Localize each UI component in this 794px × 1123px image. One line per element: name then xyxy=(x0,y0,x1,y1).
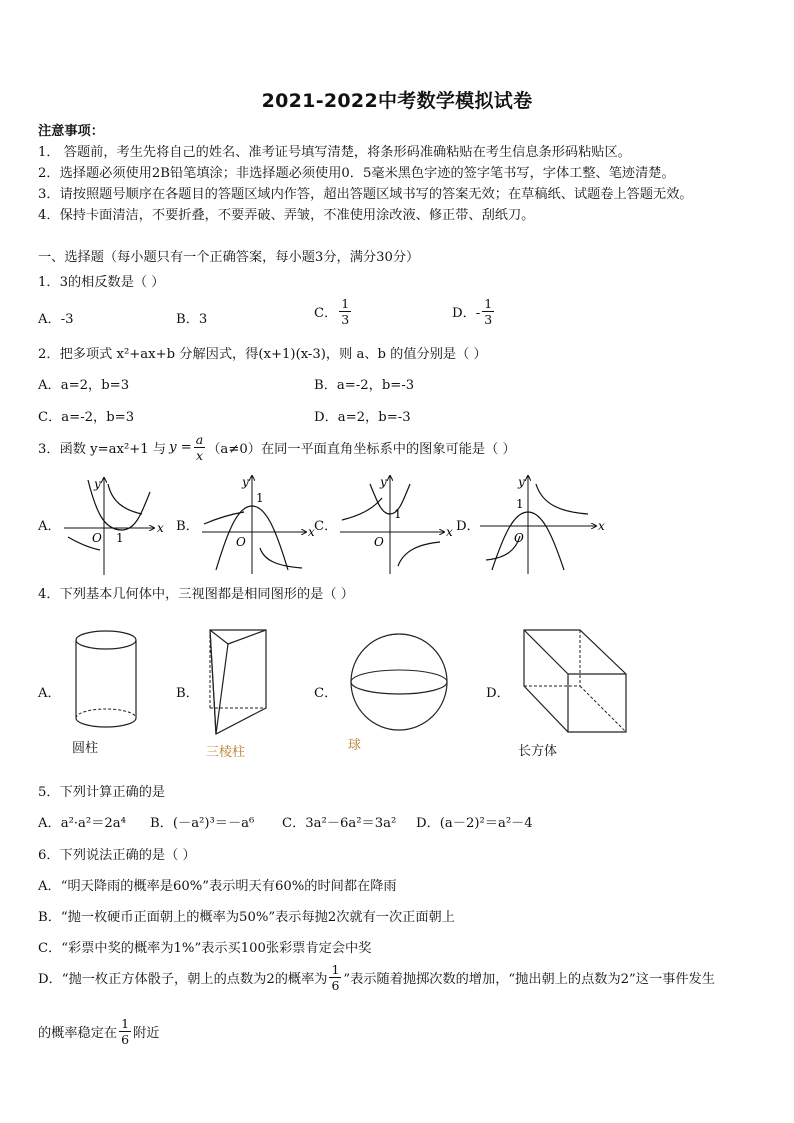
x-label: x xyxy=(308,525,315,539)
q6-d-den: 6 xyxy=(331,978,340,993)
y-label: y xyxy=(518,475,525,489)
q5-option-a: A．a²·a²＝2a⁴ xyxy=(38,816,126,831)
origin-label: O xyxy=(514,531,524,545)
q1-option-a: A．-3 xyxy=(38,312,74,327)
x-label: x xyxy=(446,525,453,539)
hyperbola-branch-right xyxy=(536,484,588,514)
q5-option-c: C．3a²－6a²＝3a² xyxy=(282,816,397,831)
q3-num: a xyxy=(195,432,204,447)
notice-item-2: 2．选择题必须使用2B铅笔填涂；非选择题必须使用0．5毫米黑色字迹的签字笔书写，字体工整、笔迹清楚。 xyxy=(38,166,675,181)
q2-option-b: B．a=-2，b=-3 xyxy=(314,378,415,393)
q2-option-d: D．a=2，b=-3 xyxy=(314,410,411,425)
q4-label-a: A． xyxy=(38,686,61,701)
caption-triangular-prism: 三棱柱 xyxy=(206,745,246,760)
x-label: x xyxy=(598,519,605,533)
notice-heading: 注意事项： xyxy=(38,124,104,139)
q4-label-c: C． xyxy=(314,686,338,701)
one-label: 1 xyxy=(516,497,524,511)
notice-item-3: 3．请按照题号顺序在各题目的答题区域内作答，超出答题区域书写的答案无效；在草稿纸、试题卷上答题无效。 xyxy=(38,187,693,202)
cylinder-figure xyxy=(70,628,142,734)
sphere-figure xyxy=(344,632,454,732)
q1-d-den: 3 xyxy=(484,312,493,327)
q4-stem: 4．下列基本几何体中，三视图都是相同图形的是（ ） xyxy=(38,587,354,602)
q3-stem-post: （a≠0）在同一平面直角坐标系中的图象可能是（ ） xyxy=(207,442,516,457)
cuboid-figure xyxy=(518,626,630,738)
q3-graph-d xyxy=(476,470,606,578)
q2-stem: 2．把多项式 x²+ax+b 分解因式，得(x+1)(x-3)，则 a、b 的值分别是（ ） xyxy=(38,347,487,362)
hyperbola-branch-right xyxy=(108,484,142,514)
q4-label-d: D． xyxy=(486,686,510,701)
q6-d2-fraction xyxy=(119,1016,131,1047)
q6-option-a: A．“明天降雨的概率是60%”表示明天有60%的时间都在降雨 xyxy=(38,879,397,894)
q3-label-a: A． xyxy=(38,519,61,534)
q5-option-d: D．(a－2)²＝a²－4 xyxy=(416,816,533,831)
q6-d2-den: 6 xyxy=(121,1032,130,1047)
q1-d-label: D．- xyxy=(452,306,481,321)
notice-item-1: 1． 答题前，考生先将自己的姓名、准考证号填写清楚，将条形码准确粘贴在考生信息条形码粘贴区。 xyxy=(38,145,631,160)
q2-option-c: C．a=-2，b=3 xyxy=(38,410,135,425)
y-label: y xyxy=(242,475,249,489)
q3-graph-b xyxy=(198,470,318,578)
origin-label: O xyxy=(374,535,384,549)
q6-d-post: ”表示随着抛掷次数的增加，“抛出朝上的点数为2”这一事件发生 xyxy=(343,972,715,987)
q6-option-c: C．“彩票中奖的概率为1%”表示买100张彩票肯定会中奖 xyxy=(38,941,372,956)
q6-d-pre: D．“抛一枚正方体骰子，朝上的点数为2的概率为 xyxy=(38,972,328,987)
one-label: 1 xyxy=(256,491,264,505)
q3-den: x xyxy=(195,448,204,463)
q1-c-fraction xyxy=(339,296,351,327)
q6-d2-post: 附近 xyxy=(133,1026,160,1041)
q1-c-num: 1 xyxy=(341,296,350,311)
q3-label-c: C． xyxy=(314,519,338,534)
caption-sphere: 球 xyxy=(348,738,362,753)
q6-d2-num: 1 xyxy=(121,1016,130,1031)
x-label: x xyxy=(157,521,164,535)
q3-graph-a xyxy=(62,472,166,578)
notice-item-4: 4．保持卡面清洁，不要折叠，不要弄破、弄皱，不准使用涂改液、修正带、刮纸刀。 xyxy=(38,208,535,223)
q1-stem: 1．3的相反数是（ ） xyxy=(38,275,165,290)
origin-label: O xyxy=(92,531,102,545)
q1-option-d xyxy=(452,296,496,327)
q3-stem xyxy=(38,432,516,463)
y-label: y xyxy=(94,477,101,491)
q1-c-den: 3 xyxy=(341,312,350,327)
caption-cuboid: 长方体 xyxy=(518,744,558,759)
q1-c-label: C． xyxy=(314,306,338,321)
q3-fraction xyxy=(194,432,205,463)
y-label: y xyxy=(380,475,387,489)
hyperbola-branch-right xyxy=(260,548,302,568)
section-heading: 一、选择题（每小题只有一个正确答案，每小题3分，满分30分） xyxy=(38,250,420,265)
q3-stem-pre: 3．函数 y=ax²+1 与 xyxy=(38,442,167,457)
one-label: 1 xyxy=(116,531,124,545)
hyperbola-branch-left xyxy=(342,498,382,520)
origin-label: O xyxy=(236,535,246,549)
q3-label-d: D． xyxy=(456,519,480,534)
page-title: 2021-2022中考数学模拟试卷 xyxy=(261,90,533,112)
one-label: 1 xyxy=(394,507,402,521)
hyperbola-branch-right xyxy=(398,542,440,566)
q1-option-b: B．3 xyxy=(176,312,208,327)
q6-stem: 6．下列说法正确的是（ ） xyxy=(38,848,196,863)
q6-d-fraction xyxy=(329,962,341,993)
q1-d-fraction xyxy=(482,296,494,327)
q6-d2-pre: 的概率稳定在 xyxy=(38,1026,118,1041)
q6-option-b: B．“抛一枚硬币正面朝上的概率为50%”表示每抛2次就有一次正面朝上 xyxy=(38,910,455,925)
q2-option-a: A．a=2，b=3 xyxy=(38,378,130,393)
hyperbola-branch-left xyxy=(204,512,244,524)
q6-d-num: 1 xyxy=(331,962,340,977)
triangular-prism-figure xyxy=(204,624,274,740)
q3-label-b: B． xyxy=(176,519,199,534)
q1-d-num: 1 xyxy=(484,296,493,311)
q5-option-b: B．(－a²)³＝－a⁶ xyxy=(150,816,255,831)
q3-graph-c xyxy=(336,470,456,578)
q5-stem: 5．下列计算正确的是 xyxy=(38,785,166,800)
q1-option-c xyxy=(314,296,353,327)
q3-stem-y: y = xyxy=(169,440,192,455)
caption-cylinder: 圆柱 xyxy=(72,741,99,756)
q4-label-b: B． xyxy=(176,686,199,701)
q6-option-d xyxy=(38,962,715,993)
q6-option-d-line2 xyxy=(38,1016,159,1047)
